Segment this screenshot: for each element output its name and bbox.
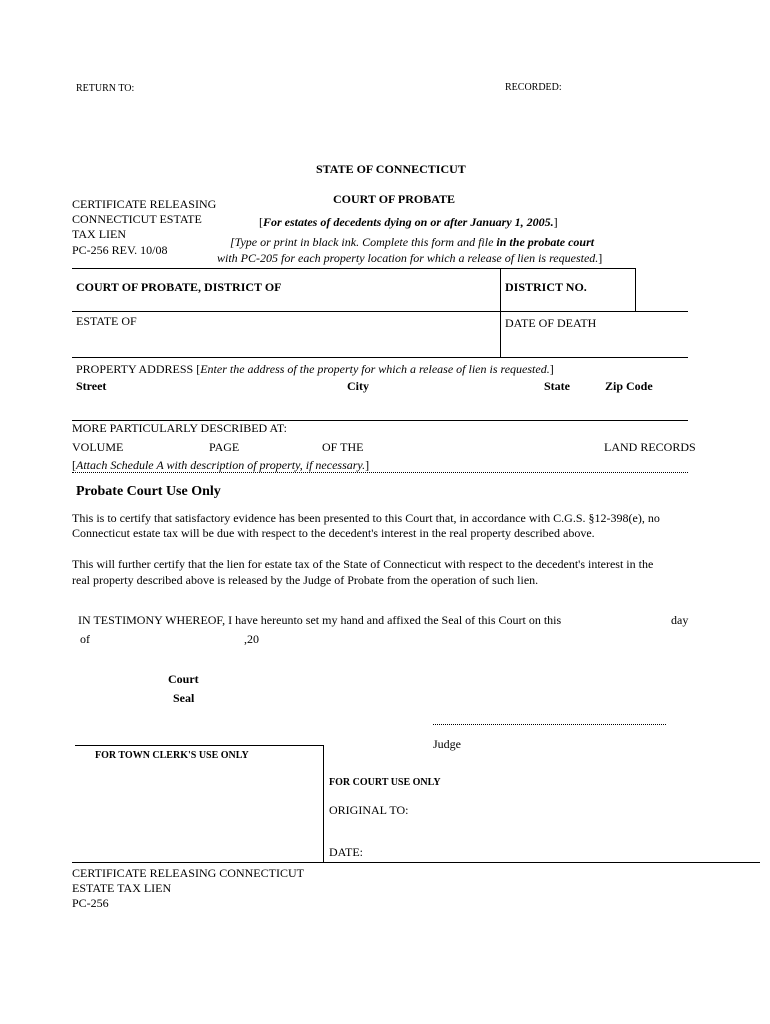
date-label: DATE: (329, 845, 363, 859)
town-clerk-label: FOR TOWN CLERK'S USE ONLY (95, 750, 249, 761)
rule-described-row (72, 472, 688, 473)
described-at-label: MORE PARTICULARLY DESCRIBED AT: (72, 421, 287, 435)
form-id-line-3: TAX LIEN (72, 227, 127, 241)
state-label: State (544, 379, 570, 393)
release-paragraph-line-1: This will further certify that the lien for estate tax of the State of Connecticut with respect to the decedent's interest in the (72, 557, 654, 571)
probate-use-heading: Probate Court Use Only (76, 484, 221, 499)
rule-bottom (72, 862, 760, 863)
release-paragraph-line-2: real property described above is released by the Judge of Probate from the operation of such lien. (72, 573, 539, 587)
attach-schedule-note: [Attach Schedule A with description of property, if necessary.] (72, 458, 370, 472)
volume-label: VOLUME (72, 440, 124, 454)
district-no-label: DISTRICT NO. (505, 280, 587, 294)
rule-top (72, 268, 635, 269)
instruction-line-1: [Type or print in black ink. Complete this form and file in the probate court (230, 235, 595, 249)
city-label: City (347, 379, 369, 393)
zip-code-label: Zip Code (605, 379, 653, 393)
street-label: Street (76, 379, 107, 393)
judge-label: Judge (433, 737, 461, 751)
column-divider (500, 268, 501, 357)
certify-paragraph-line-1: This is to certify that satisfactory evidence has been presented to this Court that, in accordance with C.G.S. §12-398(e), no (72, 511, 660, 525)
year-label: ,20 (244, 632, 259, 646)
state-title: STATE OF CONNECTICUT (316, 162, 466, 176)
form-id-line-4: PC-256 REV. 10/08 (72, 243, 168, 257)
form-id-line-2: CONNECTICUT ESTATE (72, 212, 202, 226)
judge-signature-line (433, 724, 666, 725)
footer-line-1: CERTIFICATE RELEASING CONNECTICUT (72, 866, 304, 880)
court-district-label: COURT OF PROBATE, DISTRICT OF (76, 280, 282, 294)
of-the-label: OF THE (322, 440, 364, 454)
return-to-label: RETURN TO: (76, 83, 135, 94)
footer-line-2: ESTATE TAX LIEN (72, 881, 172, 895)
instruction-line-2: with PC-205 for each property location for which a release of lien is requested.] (217, 251, 603, 265)
land-records-label: LAND RECORDS (604, 440, 696, 454)
page-label: PAGE (209, 440, 240, 454)
footer-line-3: PC-256 (72, 896, 109, 910)
estate-of-label: ESTATE OF (76, 314, 137, 328)
court-seal-line-2: Seal (173, 691, 195, 705)
estates-note: [For estates of decedents dying on or after January 1, 2005.] (259, 215, 558, 229)
court-seal-line-1: Court (168, 672, 199, 686)
rule-court-row (72, 311, 688, 312)
recorded-label: RECORDED: (505, 82, 562, 93)
rule-estate-row (72, 357, 688, 358)
court-title: COURT OF PROBATE (333, 192, 456, 206)
town-clerk-box-top (75, 745, 323, 746)
property-address-label: PROPERTY ADDRESS [Enter the address of the property for which a release of lien is requested.] (76, 362, 554, 376)
district-box-right (635, 268, 636, 311)
certify-paragraph-line-2: Connecticut estate tax will be due with respect to the decedent's interest in the real property described above. (72, 526, 595, 540)
day-label: day (671, 613, 689, 627)
testimony-text: IN TESTIMONY WHEREOF, I have hereunto set my hand and affixed the Seal of this Court on this (78, 613, 562, 627)
town-clerk-box-right (323, 745, 324, 863)
date-of-death-label: DATE OF DEATH (505, 316, 597, 330)
of-label: of (80, 632, 90, 646)
court-use-label: FOR COURT USE ONLY (329, 777, 441, 788)
form-id-line-1: CERTIFICATE RELEASING (72, 197, 217, 211)
original-to-label: ORIGINAL TO: (329, 803, 409, 817)
